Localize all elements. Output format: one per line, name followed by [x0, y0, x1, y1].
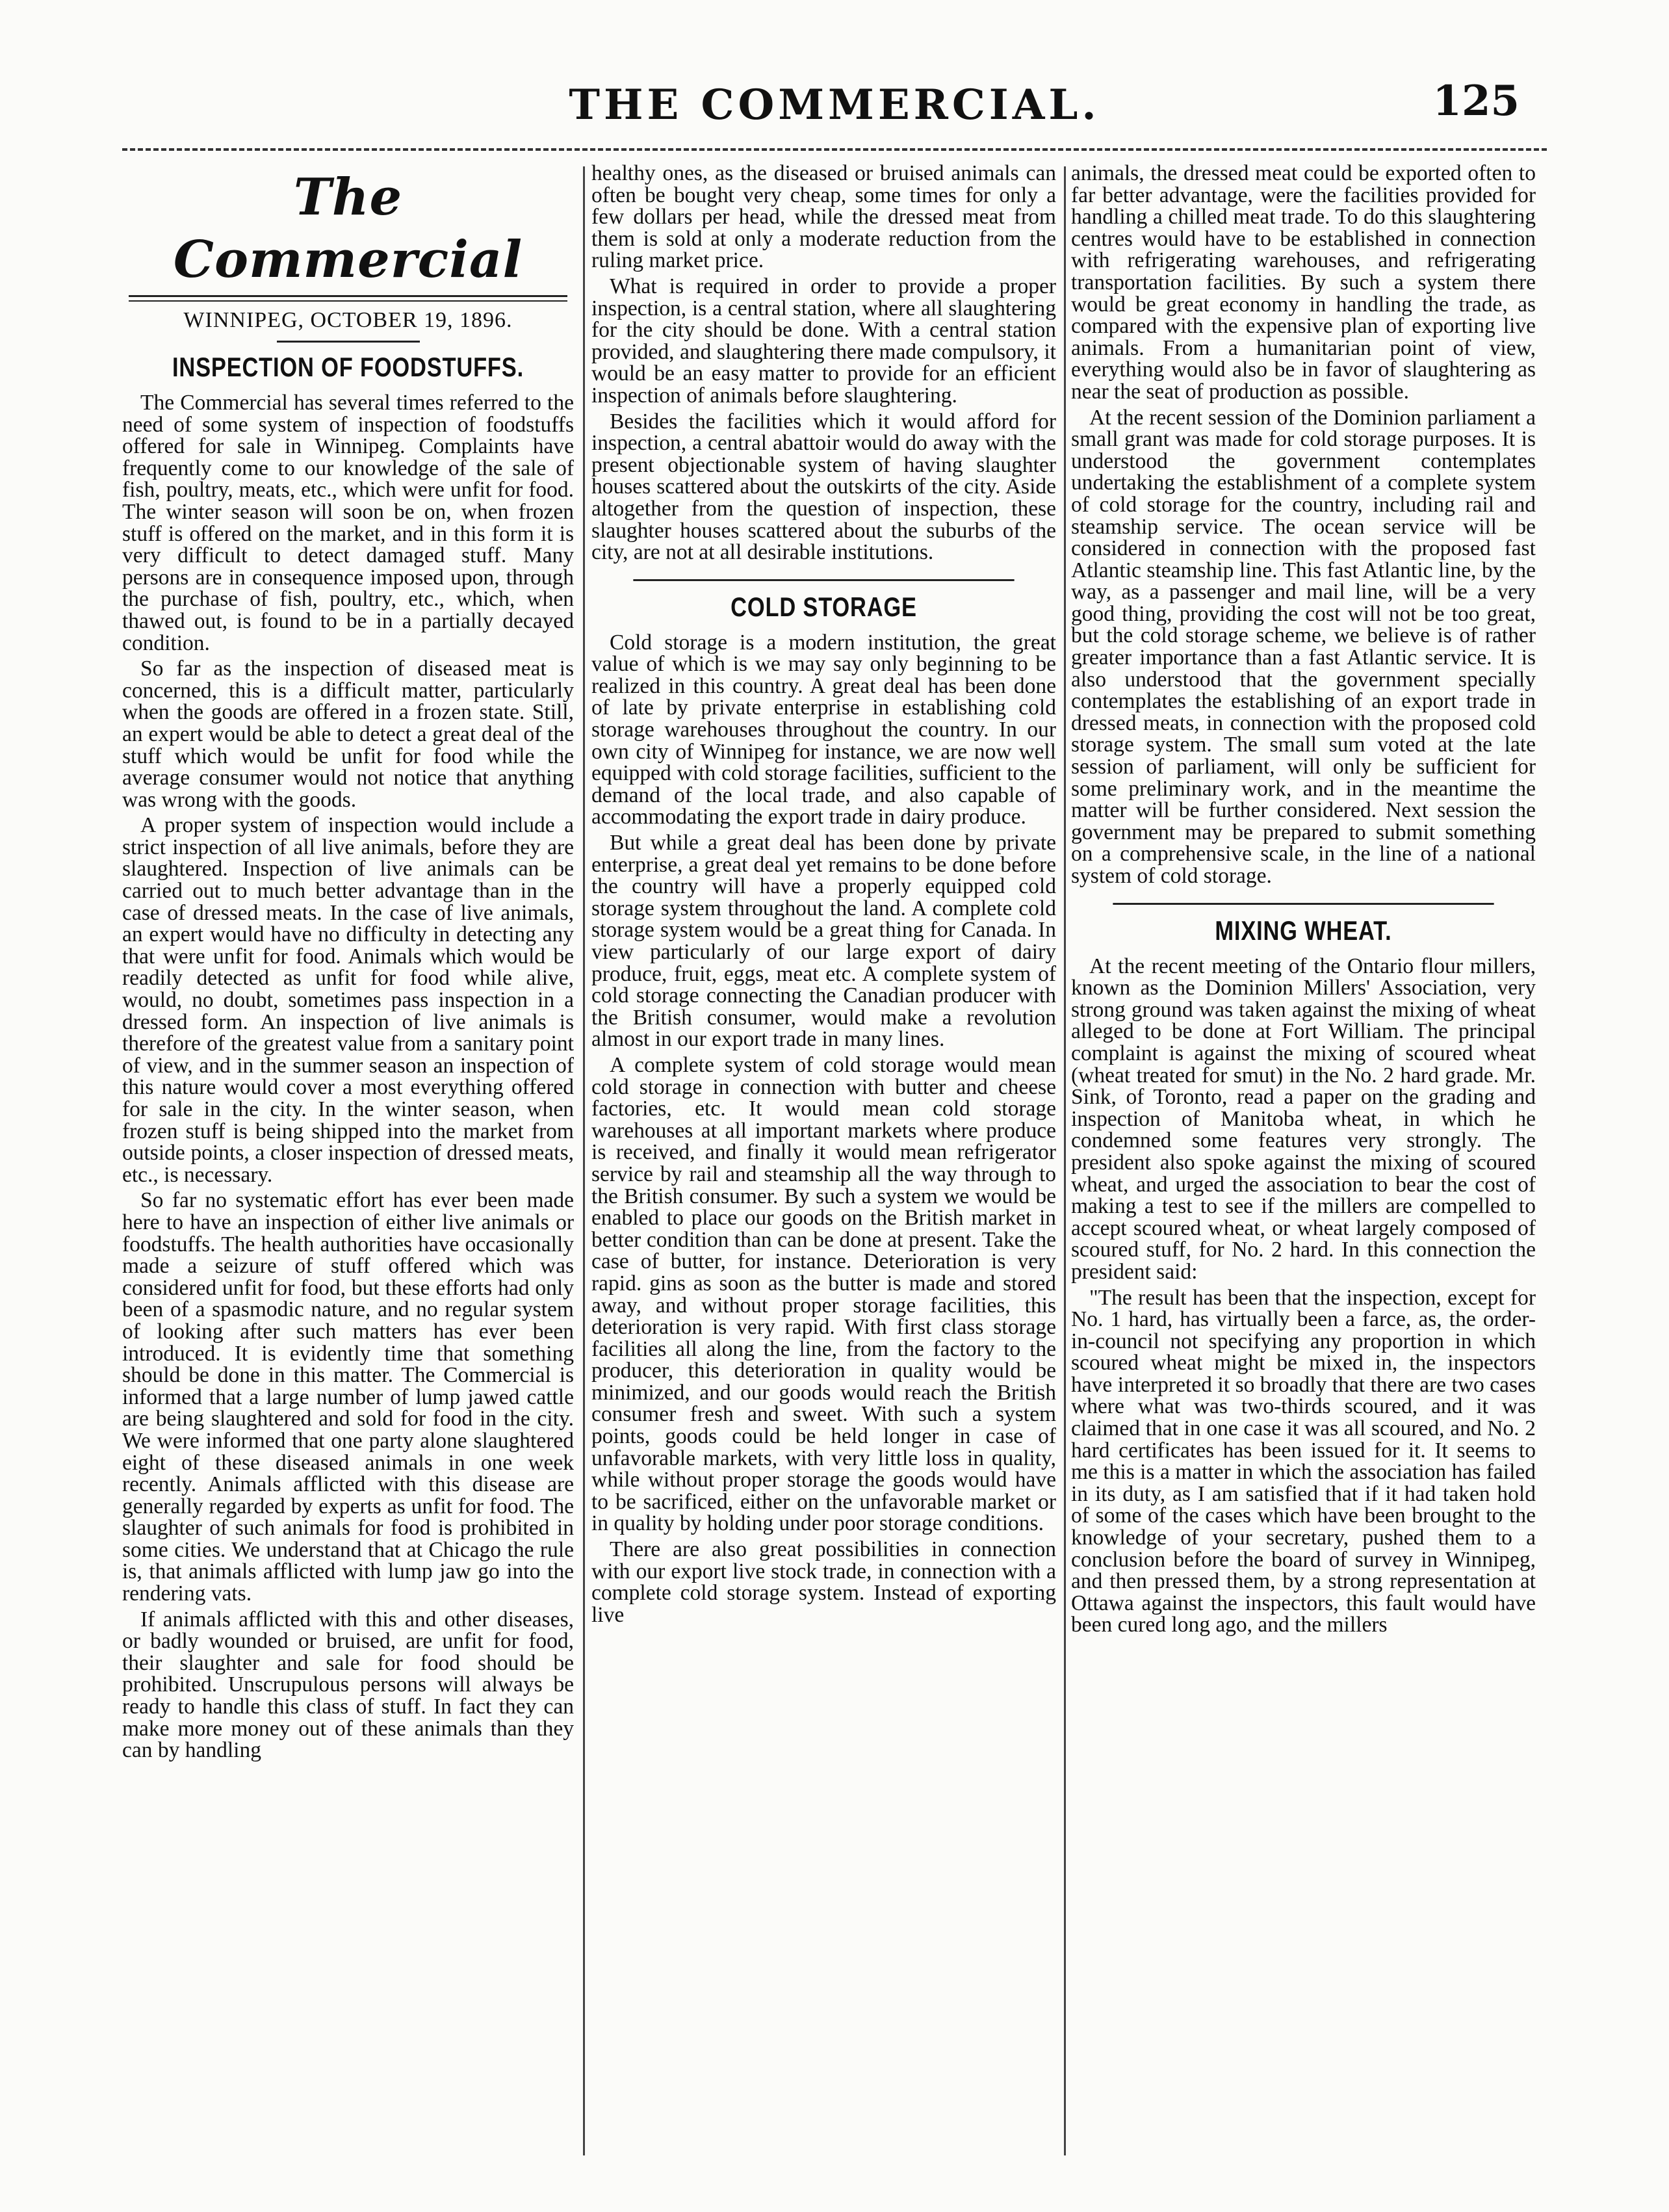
masthead-rule: [129, 295, 567, 302]
article-headline: INSPECTION OF FOODSTUFFS.: [172, 352, 524, 382]
article-paragraph: A complete system of cold storage would mean cold storage in connection with butter and cheese factories, etc. It would mean cold storage warehouses at all important markets where produce is received, and finally it would mean refrigerator service by rail and steamship all the way through to the British consumer. By such a system we would be enabled to place our goods on the British market in better condition than can be done at present. Take the case of butter, for instance. Deterioration is very rapid. gins as soon as the butter is made and stored away, and without proper storage facilities, this deterioration is very rapid. With first class storage facilities all along the line, from the factory to the producer, this deterioration in quality would be minimized, and our goods would reach the British consumer fresh and sweet. With such a system points, goods could be held longer in case of unfavorable markets, with very little loss in quality, while without proper storage the goods would have to be sacrificed, either on the unfavorable market or in quality by holding under poor storage conditions.: [591, 1052, 1056, 1536]
article-paragraph: healthy ones, as the diseased or bruised animals can often be bought very cheap, some times for only a few dollars per head, while the dressed meat from them is sold at only a moderate reduction from the ruling market price.: [591, 163, 1056, 273]
article-paragraph: animals, the dressed meat could be exported often to far better advantage, were the facilities provided for handling a chilled meat trade. To do this slaughtering centres would have to be established in connection with refrigerating warehouses, and refrigerating transportation facilities. By such a system there would be great economy in handling the trade, as compared with the expensive plan of exporting live animals. From a humanitarian point of view, everything would also be in favor of slaughtering as near the seat of production as possible.: [1071, 163, 1536, 404]
page-number: 125: [1432, 77, 1520, 125]
short-rule: [277, 341, 420, 343]
article-paragraph: Cold storage is a modern institution, the great value of which is we may say only beginning to be realized in this country. A great deal has been done of late by private enterprise in establishing cold storage warehouses throughout the country. In our own city of Winnipeg for instance, we are now well equipped with cold storage facilities, sufficient to the demand of the local trade, and also capable of accommodating the export trade in dairy produce.: [591, 630, 1056, 829]
column-rule: [1064, 166, 1066, 2155]
running-head: [0, 65, 1669, 137]
column-2: [591, 163, 1056, 2165]
article-paragraph: There are also great possibilities in connection with our export live stock trade, in connection with a complete cold storage system. Instead of exporting live: [591, 1537, 1056, 1627]
article-paragraph: A proper system of inspection would include a strict inspection of all live animals, before they are slaughtered. Inspection of live animals can be carried out to much better advantage than in the case of dressed meats. In the case of live animals, an expert would have no difficulty in detecting any that were unfit for food. Animals which would be readily detected as unfit for food while alive, would, no doubt, sometimes pass inspection in a dressed form. An inspection of live animals is therefore of the greatest value from a sanitary point of view, and in the summer season an inspection of this nature would cover a most everything offered for sale in the city. In the winter season, when frozen stuff is being shipped into the market from outside points, a closer inspection of dressed meats, etc., is necessary.: [122, 813, 574, 1187]
masthead-title: The Commercial: [173, 168, 523, 289]
article-paragraph: "The result has been that the inspection, except for No. 1 hard, has virtually been a farce, as, the order-in-council not specifying any proportion in which scoured wheat might be mixed in, the inspectors have interpreted it so broadly that there are two cases where what was two-thirds scoured, and it was claimed that in one case it was all scoured, and No. 2 hard certificates has been issued for it. It seems to me this is a matter in which the association has failed in its duty, as I am satisfied that if it had taken hold of some of the cases which have been brought to the knowledge of your secretary, pushed them to a conclusion before the board of survey in Winnipeg, and then pressed them, by a strong representation at Ottawa against the inspectors, this fault would have been cured long ago, and the millers: [1071, 1285, 1536, 1637]
article-paragraph: But while a great deal has been done by private enterprise, a great deal yet remains to be done before the country will have a properly equipped cold storage system throughout the land. A complete cold storage system would be a great thing for Canada. In view particularly of our large export of dairy produce, fruit, eggs, meat etc. A complete system of cold storage connecting the Canadian producer with the British consumer, would make a revolution almost in our export trade in many lines.: [591, 831, 1056, 1052]
article-headline: MIXING WHEAT.: [1113, 903, 1494, 946]
article-paragraph: At the recent meeting of the Ontario flour millers, known as the Dominion Millers' Association, very strong ground was taken against the mixing of wheat alleged to be done at Fort William. The principal complaint is against the mixing of scoured wheat (wheat treated for smut) in the No. 2 hard grade. Mr. Sink, of Toronto, read a paper on the grading and inspection of Manitoba wheat, in which he condemned some features very strongly. The president also spoke against the mixing of scoured wheat, and urged the association to bear the cost of making a test to see if the millers are compelled to accept scoured wheat, or wheat largely composed of scoured stuff, for No. 2 hard. In this connection the president said:: [1071, 954, 1536, 1284]
running-title: THE COMMERCIAL.: [569, 81, 1100, 129]
article-headline: COLD STORAGE: [633, 579, 1014, 623]
article-paragraph: What is required in order to provide a proper inspection, is a central station, where all slaughtering for the city should be done. With a central station provided, and slaughtering there made compulsory, it would be an easy matter to provide for an efficient inspection of animals before slaughtering.: [591, 274, 1056, 408]
article-paragraph: The Commercial has several times referred to the need of some system of inspection of foodstuffs offered for sale in Winnipeg. Complaints have frequently come to our knowledge of the sale of fish, poultry, meats, etc., which were unfit for food. The winter season will soon be on, when frozen stuff is offered on the market, and in this form it is very difficult to detect damaged stuff. Many persons are in consequence imposed upon, through the purchase of fish, poultry, etc., which, when thawed out, is found to be in a partially decayed condition.: [122, 391, 574, 655]
article-paragraph: So far as the inspection of diseased meat is concerned, this is a difficult matter, particularly when the goods are offered in a frozen state. Still, an expert would be able to detect a great deal of the stuff which would be unfit for food while the average consumer would not notice that anything was wrong with the goods.: [122, 657, 574, 812]
header-rule: [122, 148, 1547, 151]
article-paragraph: Besides the facilities which it would afford for inspection, a central abattoir would do away with the present objectionable system of having slaughter houses scattered about the outskirts of the city. Aside altogether from the question of inspection, these slaughter houses scattered about the suburbs of the city, are not at all desirable institutions.: [591, 409, 1056, 565]
article-paragraph: If animals afflicted with this and other diseases, or badly wounded or bruised, are unfit for food, their slaughter and sale for food should be prohibited. Unscrupulous persons will always be ready to handle this class of stuff. In fact they can make more money out of these animals than they can by handling: [122, 1607, 574, 1763]
article-paragraph: So far no systematic effort has ever been made here to have an inspection of either live animals or foodstuffs. The health authorities have occasionally made a seizure of stuff offered which was considered unfit for food, but these efforts had only been of a spasmodic nature, and no regular system of looking after such matters has ever been introduced. It is evidently time that something should be done in this matter. The Commercial is informed that a large number of lump jawed cattle are being slaughtered and sold for food in the city. We were informed that one party alone slaughtered eight of these diseased animals in one week recently. Animals afflicted with this disease are generally regarded by experts as unfit for food. The slaughter of such animals for food is prohibited in some cities. We understand that at Chicago the rule is, that animals afflicted with lump jaw go into the rendering vats.: [122, 1188, 574, 1606]
article-paragraph: At the recent session of the Dominion parliament a small grant was made for cold storage purposes. It is understood the government contemplates undertaking the establishment of a complete system of cold storage for the country, including rail and steamship service. The ocean service will be considered in connection with the proposed fast Atlantic steamship line. This fast Atlantic line, by the way, as a passenger and mail line, will be a very good thing, providing the cost will not be too great, but the cold storage scheme, we believe is of rather greater importance than a fast Atlantic service. It is also understood that the government specially contemplates the establishing of an export trade in dressed meats, in connection with the proposed cold storage system. The small sum voted at the late session of parliament, will only be sufficient for some preliminary work, and in the meantime the matter will be further considered. Next session the government may be prepared to submit something on a comprehensive scale, in the line of a national system of cold storage.: [1071, 405, 1536, 888]
dateline: WINNIPEG, OCTOBER 19, 1896.: [183, 308, 513, 332]
column-1: [122, 163, 574, 2165]
column-rule: [583, 166, 585, 2155]
column-3: [1071, 163, 1536, 2165]
